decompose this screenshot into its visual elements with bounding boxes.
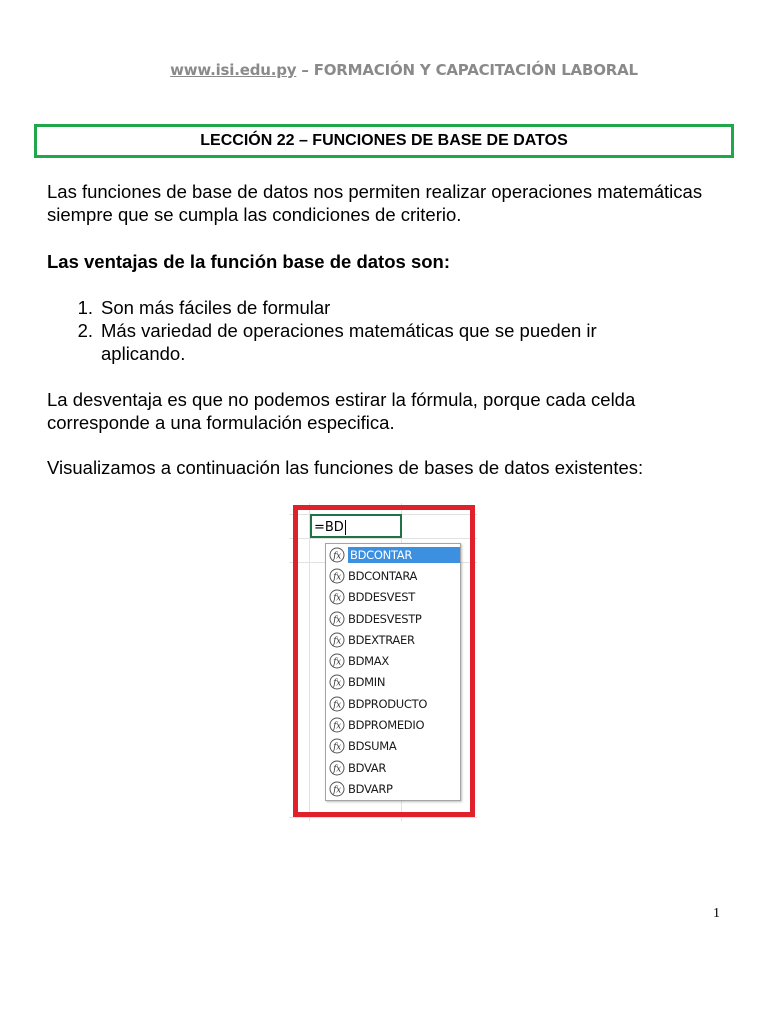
lesson-title: LECCIÓN 22 – FUNCIONES DE BASE DE DATOS [200,132,568,149]
list-text: Son más fáciles de formular [101,297,331,318]
svg-text:fx: fx [333,721,341,732]
disadvantage-paragraph: La desventaja es que no podemos estirar la fórmula, porque cada celda corresponde a una formulación especifica. [47,389,636,433]
svg-text:fx: fx [333,615,341,626]
intro-paragraph: Las funciones de base de datos nos permiten realizar operaciones matemáticas siempre que se cumpla las condiciones de criterio. [47,181,703,225]
list-number: 2. [77,320,93,341]
formula-text: =BD [314,520,344,535]
site-link[interactable]: www.isi.edu.py [170,61,297,79]
svg-text:fx: fx [333,785,341,796]
function-name: BDMIN [348,675,386,690]
svg-text:fx: fx [333,678,341,689]
svg-text:fx: fx [333,551,341,562]
excel-autocomplete-screenshot [289,503,477,821]
page-header [0,61,768,79]
advantages-list [47,296,727,365]
list-item [47,319,727,365]
grid-line [289,817,477,818]
function-name: BDMAX [348,654,389,669]
function-name: BDPROMEDIO [348,718,425,733]
function-name: BDSUMA [348,739,397,754]
function-name: BDDESVESTP [348,611,422,626]
function-name: BDVAR [348,760,387,775]
function-name: BDDESVEST [348,590,415,605]
svg-text:fx: fx [333,572,341,583]
lesson-title-box [34,124,734,158]
svg-text:fx: fx [333,636,341,647]
list-item [47,296,727,319]
visualize-paragraph: Visualizamos a continuación las funciones de bases de datos existentes: [47,457,644,478]
svg-text:fx: fx [333,742,341,753]
svg-text:fx: fx [333,657,341,668]
function-name: BDCONTAR [348,547,460,563]
svg-text:fx: fx [333,700,341,711]
svg-text:fx: fx [333,764,341,775]
svg-text:fx: fx [333,593,341,604]
advantages-heading: Las ventajas de la función base de datos son: [47,251,450,272]
function-name: BDCONTARA [348,568,418,583]
list-number: 1. [77,297,93,318]
function-name: BDVARP [348,781,393,796]
function-name: BDPRODUCTO [348,696,428,711]
highlight-frame [293,505,475,817]
header-tagline: – FORMACIÓN Y CAPACITACIÓN LABORAL [296,61,638,79]
list-text: Más variedad de operaciones matemáticas que se pueden ir aplicando. [101,320,597,364]
function-name: BDEXTRAER [348,632,415,647]
page-number: 1 [713,906,720,921]
